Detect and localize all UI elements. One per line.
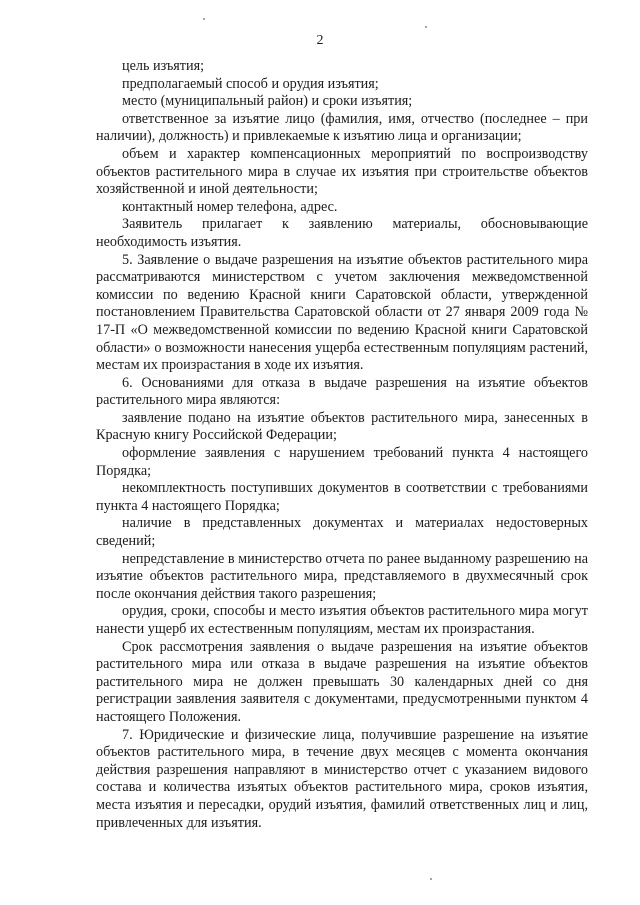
scan-speck	[203, 18, 205, 20]
paragraph-9: 6. Основаниями для отказа в выдаче разрешения на изъятие объектов растительного мира являются:	[96, 374, 588, 409]
paragraph-5: объем и характер компенсационных мероприятий по воспроизводству объектов растительного мира в случае их изъятия при строительстве объектов хозяйственной и иной деятельности;	[96, 145, 588, 198]
scan-speck	[425, 26, 427, 28]
scan-speck	[430, 878, 432, 880]
paragraph-2: предполагаемый способ и орудия изъятия;	[122, 75, 379, 92]
paragraph-13: наличие в представленных документах и материалах недостоверных сведений;	[96, 515, 588, 550]
paragraph-1: цель изъятия;	[122, 58, 205, 74]
paragraph-7: Заявитель прилагает к заявлению материалы, обосновывающие необходимость изъятия.	[96, 216, 588, 250]
paragraph-6: контактный номер телефона, адрес.	[122, 198, 338, 215]
paragraph-4: ответственное за изъятие лицо (фамилия, имя, отчество (последнее – при наличии), должность) и привлекаемые к изъятию лица и организации;	[96, 110, 588, 145]
paragraph-10: заявление подано на изъятие объектов растительного мира, занесенных в Красную книгу Российской Федерации;	[96, 409, 588, 444]
paragraph-15: орудия, сроки, способы и место изъятия объектов растительного мира могут нанести ущерб их естественным популяциям, местам их произрастания.	[96, 603, 588, 637]
paragraph-16: Срок рассмотрения заявления о выдаче разрешения на изъятие объектов растительного мира или отказа в выдаче разрешения на изъятие объектов растительного мира не должен превышать 30 календарных дней со дня регистрации заявления заявителя с документами, предусмотренными пунктом 4 настоящего Положения.	[96, 638, 588, 725]
paragraph-12: некомплектность поступивших документов в соответствии с требованиями пункта 4 настоящего Порядка;	[96, 480, 588, 514]
paragraph-3: место (муниципальный район) и сроки изъятия;	[122, 93, 413, 110]
paragraph-14: непредставление в министерство отчета по ранее выданному разрешению на изъятие объектов растительного мира, представляемого в двухмесячный срок после окончания действия такого разрешения;	[96, 550, 588, 602]
document-body	[96, 58, 588, 832]
paragraph-17: 7. Юридические и физические лица, получившие разрешение на изъятие объектов растительного мира, в течение двух месяцев с момента окончания действия разрешения направляют в министерство отчет с указанием видового состава и количества изъятых объектов растительного мира, сроков изъятия, места изъятия и пересадки, орудий изъятия, фамилий ответственных лиц и лиц, привлеченных для изъятия.	[96, 726, 588, 831]
paragraph-11: оформление заявления с нарушением требований пункта 4 настоящего Порядка;	[96, 445, 588, 479]
paragraph-8: 5. Заявление о выдаче разрешения на изъятие объектов растительного мира рассматриваются министерством с учетом заключения межведомственной комиссии по ведению Красной книги Саратовской области, утвержденной постановлением Правительства Саратовской области от 27 января 2009 года № 17-П «О межведомственной комиссии по ведению Красной книги Саратовской области» о возможности нанесения ущерба естественным популяциям растений, местам их произрастания в ходе их изъятия.	[96, 251, 588, 374]
page-number: 2	[316, 33, 324, 48]
